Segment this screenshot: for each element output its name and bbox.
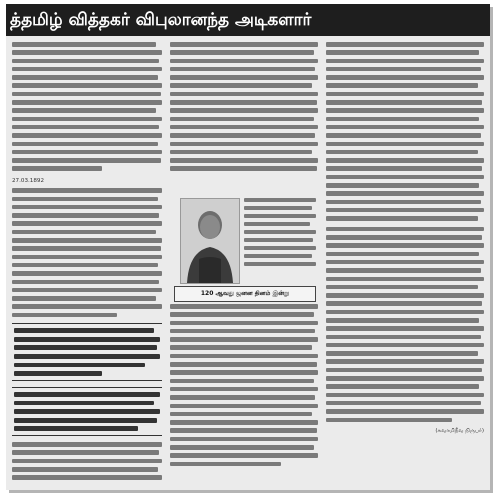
- pull-quote-2: [12, 387, 162, 436]
- column-1-paragraph-3: [12, 442, 162, 482]
- portrait-photo: [180, 198, 240, 284]
- column-2-paragraph-1: [170, 42, 318, 171]
- monk-portrait-icon: [181, 199, 239, 283]
- pull-quote-1: [12, 323, 162, 381]
- text-beside-photo: [244, 198, 316, 266]
- newspaper-clipping: [6, 4, 490, 490]
- column-3: [326, 42, 484, 482]
- column-3-paragraph-1: [326, 42, 484, 221]
- photo-caption: 120 ஆவது ஜனன தினம் இன்று: [174, 286, 316, 302]
- column-1: [12, 42, 162, 482]
- article-headline: த்தமிழ் வித்தகர் விபுலானந்த அடிகளார்: [6, 4, 490, 36]
- author-signature: (சுவாமிநீவ நிருபர்): [435, 428, 484, 435]
- column-2-paragraph-2: [170, 304, 318, 466]
- column-1-paragraph-2: [12, 188, 162, 317]
- column-3-paragraph-2: [326, 227, 484, 422]
- column-1-paragraph-1: [12, 42, 162, 171]
- column-2: [170, 42, 318, 482]
- column-1-date-line: [12, 177, 162, 185]
- birth-date: 27.03.1892: [12, 177, 45, 184]
